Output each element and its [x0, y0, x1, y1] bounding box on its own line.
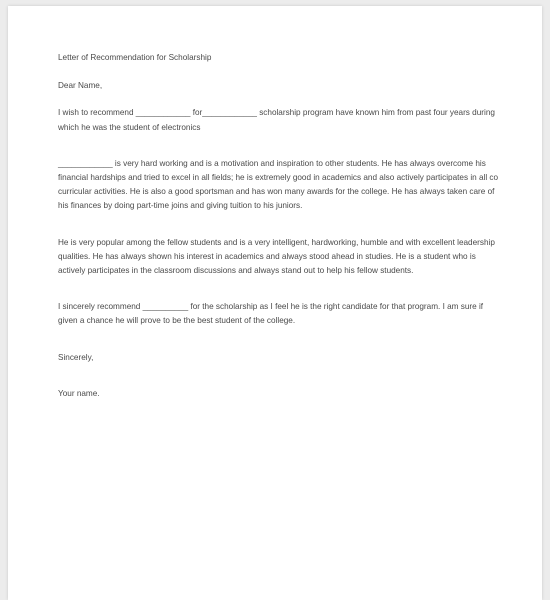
letter-body: [58, 51, 508, 401]
paragraph-3: [58, 236, 508, 279]
paragraph-line: curricular activities. He is also a good sportsman and has won many awards for the college. He has always taken care of: [58, 187, 495, 197]
paragraph-1: [58, 106, 508, 134]
paragraph-line: qualities. He has always shown his interest in academics and always stood ahead in studies. He is a student who is: [58, 251, 476, 261]
paragraph-line: financial hardships and tried to excel in all fields; he is extremely good in academics and also actively participates in all co: [58, 173, 499, 183]
paragraph-line: I sincerely recommend __________ for the scholarship as I feel he is the right candidate for that program. I am sure if: [58, 302, 484, 312]
paragraph-line: I wish to recommend ____________ for____________ scholarship program have known him from past four years during: [58, 108, 495, 118]
paragraph-line: which he was the student of electronics: [58, 122, 201, 132]
letter-greeting: Dear Name,: [58, 81, 103, 91]
letter-signature: Your name.: [58, 388, 100, 398]
paragraph-line: actively participates in the classroom discussions and always stand out to help his fellow students.: [58, 266, 414, 276]
paragraph-4: [58, 300, 508, 328]
letter-closing: Sincerely,: [58, 352, 94, 362]
letter-title: Letter of Recommendation for Scholarship: [58, 53, 212, 62]
document-page: [8, 6, 542, 600]
paragraph-line: given a chance he will prove to be the best student of the college.: [58, 316, 296, 326]
paragraph-2: [58, 157, 508, 214]
paragraph-line: ____________ is very hard working and is a motivation and inspiration to other students. He has always overcome his: [58, 158, 486, 168]
paragraph-line: his finances by doing part-time joins and giving tuition to his juniors.: [58, 201, 303, 211]
paragraph-line: He is very popular among the fellow students and is a very intelligent, hardworking, humble and with excellent leadership: [58, 237, 495, 247]
